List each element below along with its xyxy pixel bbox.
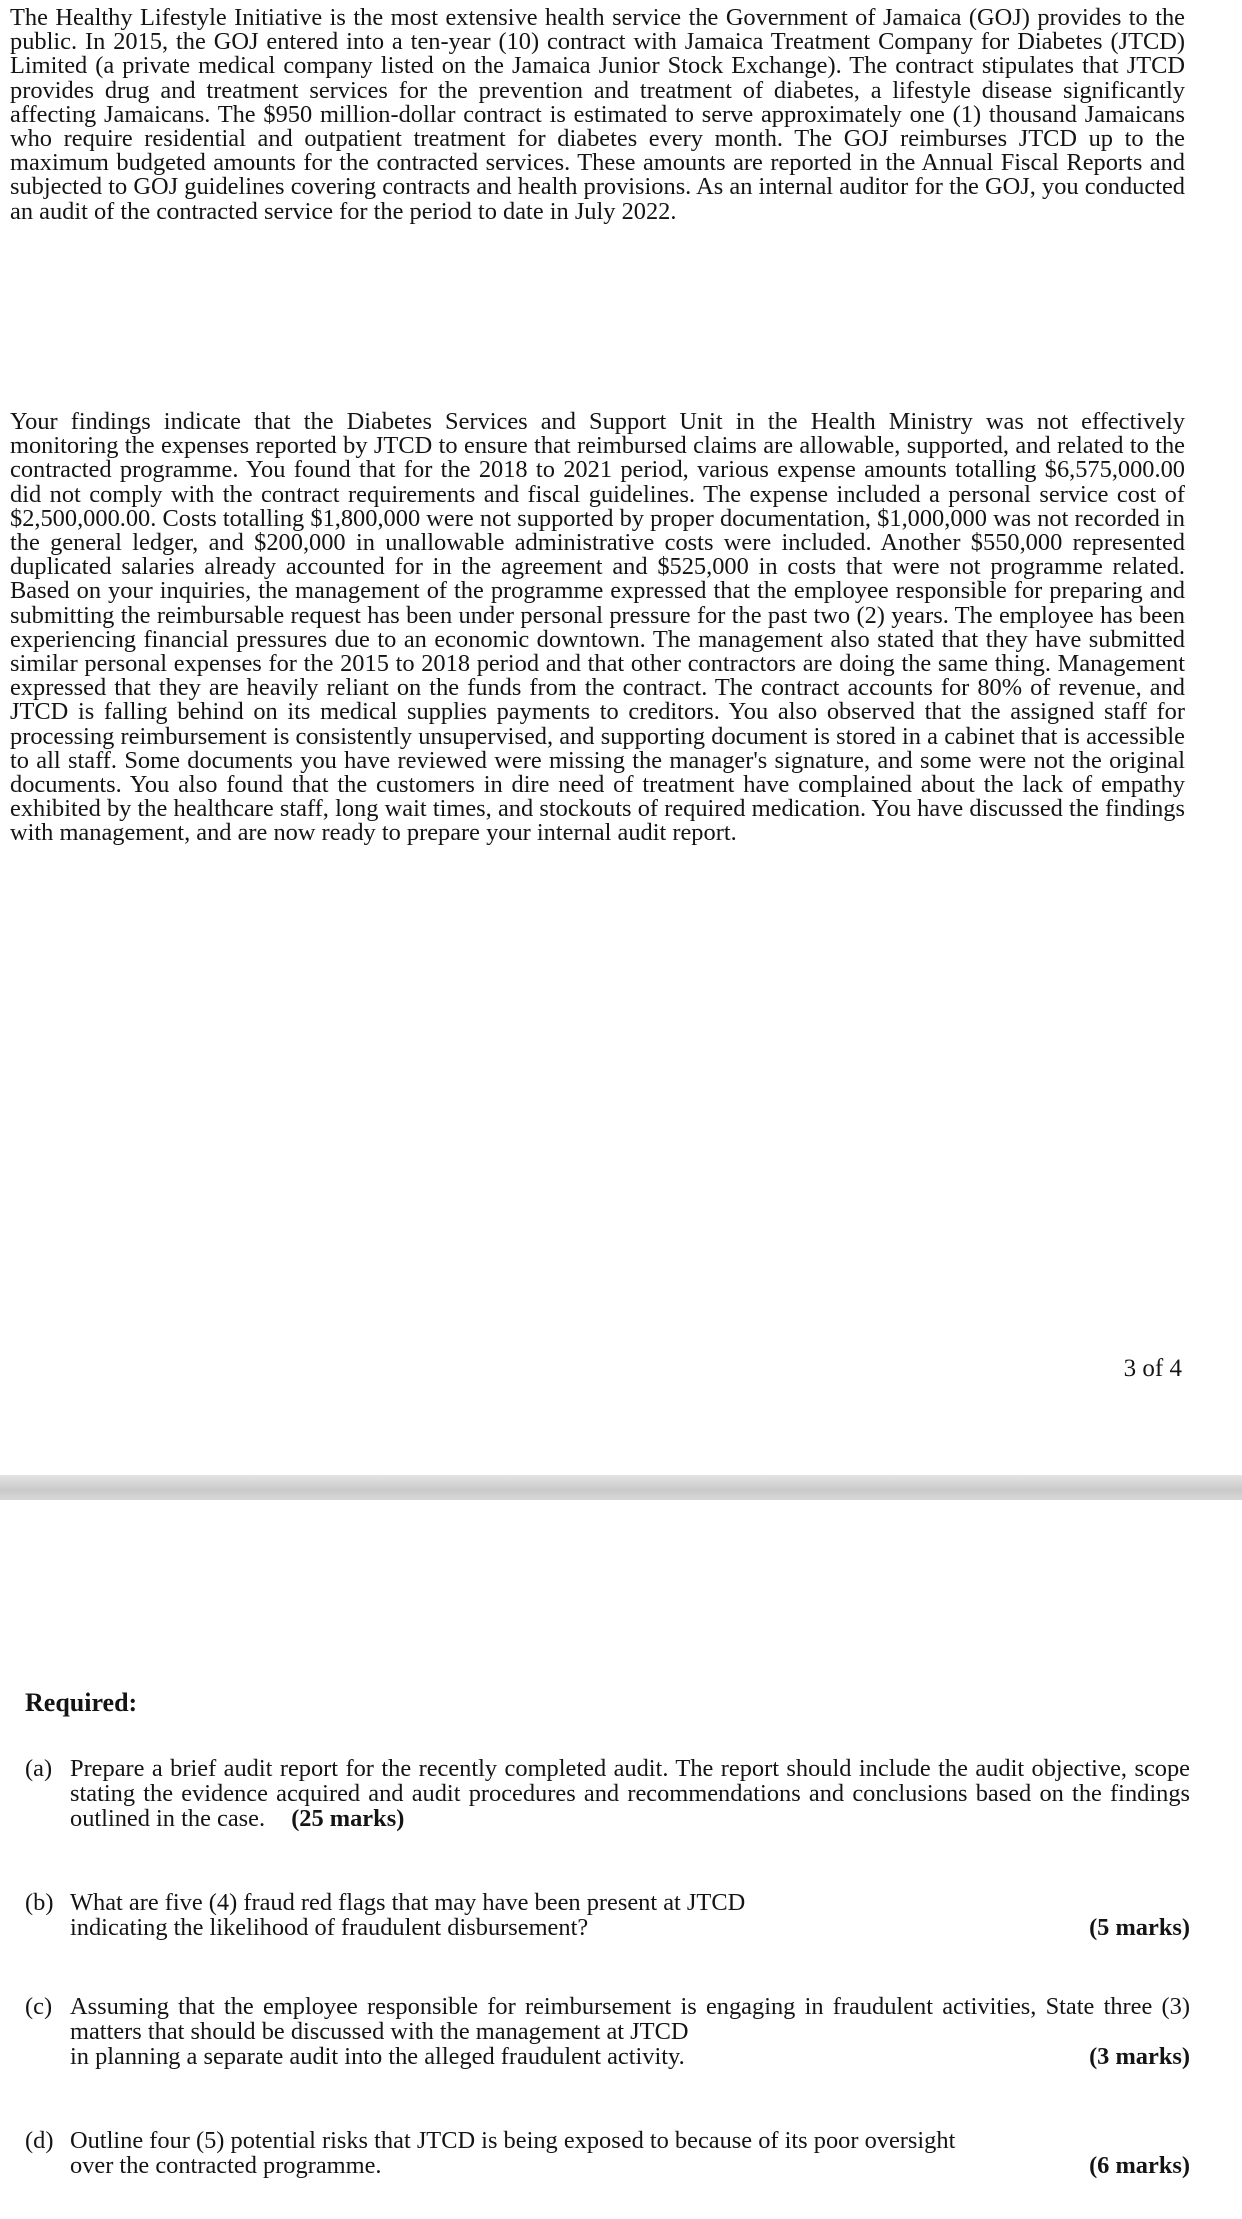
question-text-line-1: Outline four (5) potential risks that JTCD is being exposed to because of its poor oversight — [70, 2127, 956, 2154]
question-text-line-2: over the contracted programme. — [70, 2152, 382, 2179]
question-b — [25, 1890, 1190, 1940]
question-marks: (5 marks) — [1089, 1914, 1190, 1941]
question-label: (d) — [25, 2127, 54, 2154]
question-label: (b) — [25, 1889, 54, 1916]
page-4 — [0, 1500, 1242, 2219]
question-marks: (3 marks) — [1089, 2043, 1190, 2070]
question-text-line-1: What are five (4) fraud red flags that may have been present at JTCD — [70, 1889, 746, 1916]
case-paragraph-1: The Healthy Lifestyle Initiative is the most extensive health service the Government of Jamaica (GOJ) provides to the public. In 2015, the GOJ entered into a ten-year (10) contract with Jamaica Treatment Company for Diabetes (JTCD) Limited (a private medical company listed on the Jamaica Junior Stock Exchange). The contract stipulates that JTCD provides drug and treatment services for the prevention and treatment of diabetes, a lifestyle disease significantly affecting Jamaicans. The $950 million-dollar contract is estimated to serve approximately one (1) thousand Jamaicans who require residential and outpatient treatment for diabetes every month. The GOJ reimburses JTCD up to the maximum budgeted amounts for the contracted services. These amounts are reported in the Annual Fiscal Reports and subjected to GOJ guidelines covering contracts and health provisions. As an internal auditor for the GOJ, you conducted an audit of the contracted service for the period to date in July 2022. — [10, 4, 1185, 225]
question-marks: (6 marks) — [1089, 2152, 1190, 2179]
case-paragraph-2: Your findings indicate that the Diabetes Services and Support Unit in the Health Ministry was not effectively monitoring the expenses reported by JTCD to ensure that reimbursed claims are allowable, supported, and related to the contracted programme. You found that for the 2018 to 2021 period, various expense amounts totalling $6,575,000.00 did not comply with the contract requirements and fiscal guidelines. The expense included a personal service cost of $2,500,000.00. Costs totalling $1,800,000 were not supported by proper documentation, $1,000,000 was not recorded in the general ledger, and $200,000 in unallowable administrative costs were included. Another $550,000 represented duplicated salaries already accounted for in the agreement and $525,000 in costs that were not programme related. Based on your inquiries, the management of the programme expressed that the employee responsible for preparing and submitting the reimbursable request has been under personal pressure for the past two (2) years. The employee has been experiencing financial pressures due to an economic downtown. The management also stated that they have submitted similar personal expenses for the 2015 to 2018 period and that other contractors are doing the same thing. Management expressed that they are heavily reliant on the funds from the contract. The contract accounts for 80% of revenue, and JTCD is falling behind on its medical supplies payments to creditors. You also observed that the assigned staff for processing reimbursement is consistently unsupervised, and supporting document is stored in a cabinet that is accessible to all staff. Some documents you have reviewed were missing the manager's signature, and some were not the original documents. You also found that the customers in dire need of treatment have complained about the lack of empathy exhibited by the healthcare staff, long wait times, and stockouts of required medication. You have discussed the findings with management, and are now ready to prepare your internal audit report. — [10, 408, 1185, 847]
question-marks: (25 marks) — [291, 1805, 405, 1832]
question-text: Prepare a brief audit report for the recently completed audit. The report should include the audit objective, scope stating the evidence acquired and audit procedures and recommendations and conclusions based on the findings outlined in the case. — [70, 1755, 1190, 1832]
question-label: (a) — [25, 1755, 53, 1782]
question-text-line-2: in planning a separate audit into the alleged fraudulent activity. — [70, 2043, 685, 2070]
question-text-line-2: indicating the likelihood of fraudulent disbursement? — [70, 1914, 589, 1941]
question-a — [25, 1756, 1190, 1831]
page-number: 3 of 4 — [1123, 1355, 1182, 1382]
page-separator — [0, 1475, 1242, 1500]
question-label: (c) — [25, 1993, 53, 2020]
required-heading: Required: — [25, 1688, 138, 1717]
question-d — [25, 2128, 1190, 2178]
question-text-line-1: Assuming that the employee responsible for reimbursement is engaging in fraudulent activities, State three (3) matters that should be discussed with the management at JTCD — [70, 1993, 1190, 2045]
question-c — [25, 1994, 1190, 2069]
